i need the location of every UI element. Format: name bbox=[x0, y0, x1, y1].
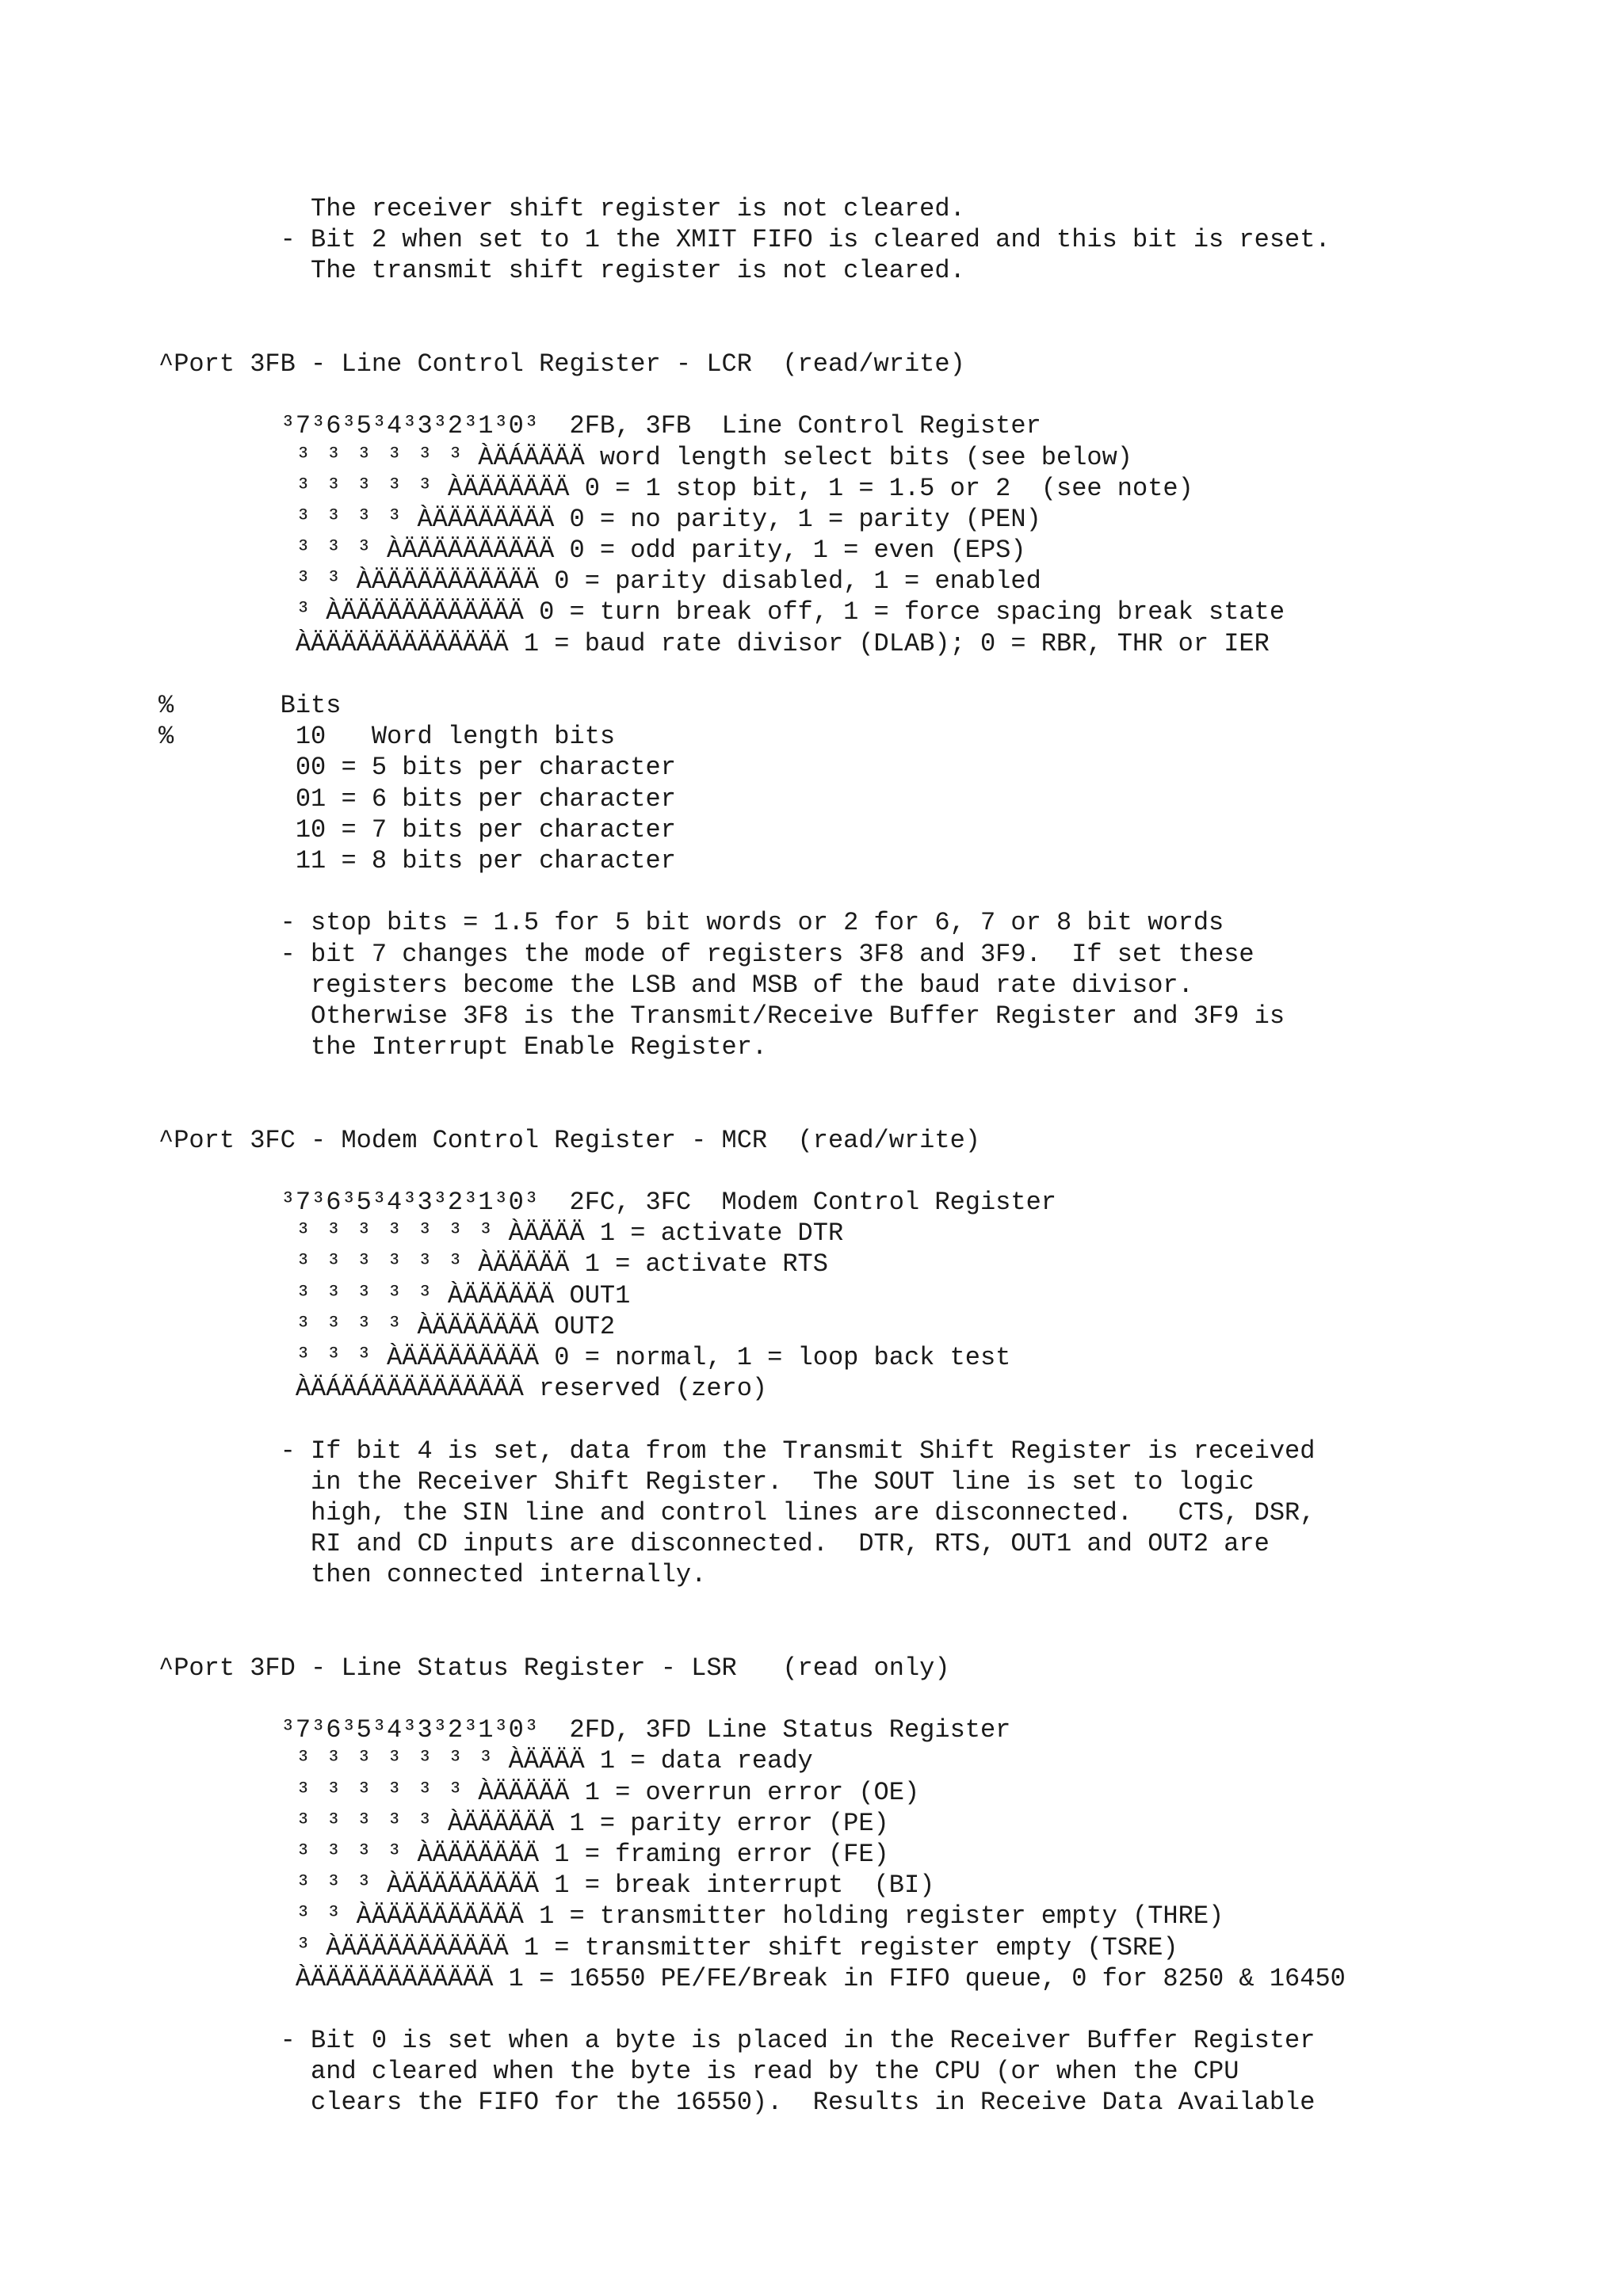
text-line: - stop bits = 1.5 for 5 bit words or 2 for 6, 7 or 8 bit words bbox=[158, 908, 1224, 938]
text-line: ³ ³ ³ ³ ³ ³ ³ ÀÄÄÄÄ 1 = data ready bbox=[158, 1746, 813, 1776]
text-line bbox=[158, 379, 1346, 410]
text-line: ³ ³ ³ ³ ³ ³ ÀÄÄÄÄÄ 1 = overrun error (OE) bbox=[158, 1777, 920, 1807]
text-line: The receiver shift register is not cleared. bbox=[158, 194, 965, 223]
text-line: % 10 Word length bits bbox=[158, 722, 616, 752]
text-line: ÀÄÄÄÄÄÄÄÄÄÄÄÄÄ 1 = baud rate divisor (DLAB); 0 = RBR, THR or IER bbox=[158, 628, 1270, 658]
text-line: ³ ³ ³ ³ ³ ÀÄÄÄÄÄÄ 1 = parity error (PE) bbox=[158, 1808, 889, 1838]
text-line: ³ ³ ³ ³ ³ ÀÄÄÄÄÄÄÄ 0 = 1 stop bit, 1 = 1.5 or 2 (see note) bbox=[158, 473, 1193, 503]
text-line: ³ ³ ÀÄÄÄÄÄÄÄÄÄÄÄ 0 = parity disabled, 1 = enabled bbox=[158, 566, 1041, 597]
text-line: the Interrupt Enable Register. bbox=[158, 1032, 768, 1062]
text-line bbox=[158, 876, 1346, 907]
text-line: ³ ³ ³ ³ ³ ³ ³ ÀÄÄÄÄ 1 = activate DTR bbox=[158, 1219, 844, 1249]
text-line: ÀÄÄÄÄÄÄÄÄÄÄÄÄ 1 = 16550 PE/FE/Break in FIFO queue, 0 for 8250 & 16450 bbox=[158, 1963, 1346, 1993]
text-line bbox=[158, 287, 1346, 318]
text-line bbox=[158, 1994, 1346, 2025]
text-line bbox=[158, 1622, 1346, 1653]
text-line: ³ ÀÄÄÄÄÄÄÄÄÄÄÄ 1 = transmitter shift register empty (TSRE) bbox=[158, 1932, 1178, 1962]
text-line: Otherwise 3F8 is the Transmit/Receive Buffer Register and 3F9 is bbox=[158, 1001, 1285, 1031]
text-line: ³ ³ ³ ³ ³ ³ ÀÄÄÄÄÄ 1 = activate RTS bbox=[158, 1249, 828, 1280]
text-line: ÀÄÁÄÁÄÄÄÄÄÄÄÄÄÄ reserved (zero) bbox=[158, 1374, 768, 1404]
text-line: ³ ³ ³ ÀÄÄÄÄÄÄÄÄÄÄ 0 = odd parity, 1 = even (EPS) bbox=[158, 536, 1026, 566]
text-line: 10 = 7 bits per character bbox=[158, 814, 676, 845]
text-line: ³ ³ ³ ³ ÀÄÄÄÄÄÄÄÄ 0 = no parity, 1 = parity (PEN) bbox=[158, 504, 1041, 534]
document-text bbox=[158, 193, 1346, 2119]
text-line: ³ ³ ³ ³ ÀÄÄÄÄÄÄÄ 1 = framing error (FE) bbox=[158, 1839, 889, 1869]
text-line: ³7³6³5³4³3³2³1³0³ 2FC, 3FC Modem Control Register bbox=[158, 1188, 1056, 1217]
text-line bbox=[158, 1590, 1346, 1621]
text-line: - bit 7 changes the mode of registers 3F8 and 3F9. If set these bbox=[158, 939, 1254, 969]
text-line: and cleared when the byte is read by the CPU (or when the CPU bbox=[158, 2057, 1239, 2087]
text-line bbox=[158, 1062, 1346, 1093]
text-line bbox=[158, 1404, 1346, 1435]
text-line bbox=[158, 1684, 1346, 1714]
text-line: in the Receiver Shift Register. The SOUT line is set to logic bbox=[158, 1466, 1254, 1497]
text-line: The transmit shift register is not cleared. bbox=[158, 256, 965, 286]
text-line: 00 = 5 bits per character bbox=[158, 753, 676, 783]
text-line: high, the SIN line and control lines are disconnected. CTS, DSR, bbox=[158, 1497, 1316, 1527]
text-line: ³ ÀÄÄÄÄÄÄÄÄÄÄÄÄ 0 = turn break off, 1 = force spacing break state bbox=[158, 597, 1285, 627]
text-line: ³ ³ ³ ÀÄÄÄÄÄÄÄÄÄ 1 = break interrupt (BI) bbox=[158, 1871, 935, 1901]
text-line bbox=[158, 318, 1346, 349]
text-line: ³ ³ ÀÄÄÄÄÄÄÄÄÄÄ 1 = transmitter holding register empty (THRE) bbox=[158, 1901, 1224, 1932]
text-line: RI and CD inputs are disconnected. DTR, RTS, OUT1 and OUT2 are bbox=[158, 1529, 1270, 1559]
text-line: - Bit 0 is set when a byte is placed in the Receiver Buffer Register bbox=[158, 2026, 1316, 2056]
text-line: ^Port 3FC - Modem Control Register - MCR (read/write) bbox=[158, 1125, 980, 1155]
text-line: - Bit 2 when set to 1 the XMIT FIFO is cleared and this bit is reset. bbox=[158, 225, 1331, 255]
text-line: ³7³6³5³4³3³2³1³0³ 2FD, 3FD Line Status Register bbox=[158, 1715, 1011, 1745]
text-line: 01 = 6 bits per character bbox=[158, 784, 676, 814]
text-line: ³ ³ ³ ³ ³ ÀÄÄÄÄÄÄ OUT1 bbox=[158, 1280, 631, 1310]
text-line: ³7³6³5³4³3³2³1³0³ 2FB, 3FB Line Control Register bbox=[158, 411, 1041, 441]
text-line: registers become the LSB and MSB of the baud rate divisor. bbox=[158, 970, 1193, 1000]
text-line bbox=[158, 1093, 1346, 1124]
text-line bbox=[158, 659, 1346, 690]
text-line: clears the FIFO for the 16550). Results in Receive Data Available bbox=[158, 2088, 1316, 2118]
text-line: ³ ³ ³ ³ ³ ³ ÀÄÁÄÄÄÄ word length select bits (see below) bbox=[158, 442, 1132, 472]
text-line: % Bits bbox=[158, 691, 342, 720]
text-line bbox=[158, 1156, 1346, 1187]
text-line: then connected internally. bbox=[158, 1560, 707, 1590]
text-line: ³ ³ ³ ³ ÀÄÄÄÄÄÄÄ OUT2 bbox=[158, 1311, 616, 1341]
text-line: ^Port 3FB - Line Control Register - LCR (read/write) bbox=[158, 349, 965, 379]
text-line: ^Port 3FD - Line Status Register - LSR (read only) bbox=[158, 1653, 950, 1683]
text-line: ³ ³ ³ ÀÄÄÄÄÄÄÄÄÄ 0 = normal, 1 = loop back test bbox=[158, 1342, 1011, 1372]
text-line: 11 = 8 bits per character bbox=[158, 845, 676, 875]
text-line: - If bit 4 is set, data from the Transmit Shift Register is received bbox=[158, 1436, 1316, 1466]
